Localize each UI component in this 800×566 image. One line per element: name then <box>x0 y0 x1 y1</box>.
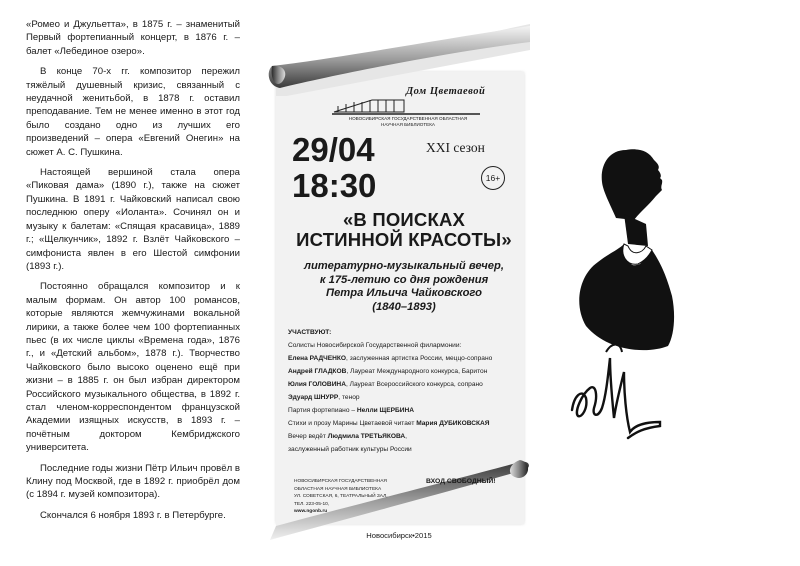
performer-name: Эдуард ШНУРР <box>288 394 339 401</box>
performer-name: Андрей ГЛАДКОВ <box>288 368 347 375</box>
free-entry-label: ВХОД СВОБОДНЫЙ! <box>426 478 496 485</box>
event-title-line: ИСТИННОЙ КРАСОТЫ» <box>296 229 512 250</box>
pianist-name: Нелли ЩЕРБИНА <box>356 407 415 414</box>
venue-info <box>294 478 414 516</box>
bio-paragraph: «Ромео и Джульетта», в 1875 г. – знаменитый Первый фортепианный концерт, в 1876 г. – балет «Лебединое озеро». <box>26 19 240 57</box>
logo-subtitle: НОВОСИБИРСКАЯ ГОСУДАРСТВЕННАЯ ОБЛАСТНАЯ НАУЧНАЯ БИБЛИОТЕКА <box>348 116 468 127</box>
bio-paragraph: Последние годы жизни Пётр Ильич провёл в Клину под Москвой, где в 1892 г. приобрёл дом (с 1894 г. музей композитора). <box>26 462 240 501</box>
venue-line: НОВОСИБИРСКАЯ ГОСУДАРСТВЕННАЯ <box>294 479 387 484</box>
bio-paragraph: Скончался 6 ноября 1893 г. в Петербурге. <box>40 509 226 521</box>
venue-address: УЛ. СОВЕТСКАЯ, 6, ТЕАТРАЛЬНЫЙ ЗАЛ, <box>294 494 388 500</box>
performer-name: Юлия ГОЛОВИНА <box>288 381 346 388</box>
event-title-line: «В ПОИСКАХ <box>342 209 466 230</box>
subtitle-line: Петра Ильича Чайковского <box>326 287 482 299</box>
performer-row <box>288 365 523 378</box>
pianist-label: Партия фортепиано – <box>288 407 357 414</box>
reader-label: Стихи и прозу Марины Цветаевой читает <box>288 420 417 427</box>
subtitle-line: литературно-музыкальный вечер, <box>304 260 504 272</box>
performer-desc: , тенор <box>338 394 360 401</box>
performer-name: Елена РАДЧЕНКО <box>288 355 347 362</box>
season-label: XXI сезон <box>426 140 485 155</box>
pianist-row <box>288 404 523 417</box>
performer-desc: , Лауреат Международного конкурса, Баритон <box>346 368 488 375</box>
performer-desc: , Лауреат Всероссийского конкурса, сопрано <box>345 381 483 388</box>
performers-heading: УЧАСТВУЮТ: <box>288 329 332 336</box>
poster-panel <box>268 20 530 540</box>
logo-name: Дом Цветаевой <box>406 86 486 97</box>
bio-paragraph: Постоянно обращался композитор и к малым формам. Он автор 100 романсов, которые являются жемчужинами вокальной лирики, а также более чем 100 фортепианных пьес (в их числе циклы «Времена года», 1876 г., и «Детский альбом», 1878 г.). Творчество Чайковского было высоко оценено ещё при жизни – в 1885 г. он был избран директором Российского музыкального общества, в 1892 г. стал членом-корреспондентом французской Академии изящных искусств, в 1893 г. – почётным доктором Кембриджского университета. <box>26 281 240 454</box>
age-rating-badge: 16+ <box>481 166 505 190</box>
venue-website-link[interactable]: www.ngonb.ru <box>294 509 328 515</box>
venue-line: ОБЛАСТНАЯ НАУЧНАЯ БИБЛИОТЕКА <box>294 486 382 492</box>
event-subtitle <box>290 260 518 314</box>
event-date-time <box>292 132 376 204</box>
bio-paragraph: Настоящей вершиной стала опера «Пиковая дама» (1890 г.), также на сюжет Пушкина. В 1891 г. Чайковский написал свою последнюю оперу «Иоланта». Сочинял он и музыку к балетам: «Спящая красавица», 1889 г.; «Щелкунчик», 1892 г. Взлёт Чайковского – симфониста явлен в его Шестой симфонии (1893 г.). <box>26 167 240 272</box>
venue-phone: ТЕЛ. 223-05-10, <box>294 501 330 507</box>
host-title: заслуженный работник культуры России <box>288 446 412 453</box>
performer-row <box>288 352 523 365</box>
event-time: 18:30 <box>292 167 377 204</box>
performer-row <box>288 378 523 391</box>
subtitle-line: к 175-летию со дня рождения <box>319 273 489 286</box>
host-name: Людмила ТРЕТЬЯКОВА <box>327 433 406 440</box>
host-desc: , <box>405 433 408 440</box>
event-date: 29/04 <box>292 131 375 168</box>
bio-paragraph: В конце 70-х гг. композитор пережил тяжёлый душевный кризис, связанный с неудачной женитьбой, в 1878 г. оставил преподавание. Тем не менее именно в этот год было создано одно из лучших его произведений – опера «Евгений Онегин» на сюжет А. С. Пушкина. <box>26 66 240 158</box>
reader-row <box>288 417 523 430</box>
performers-intro: Солисты Новосибирской Государственной филармонии: <box>288 342 462 349</box>
subtitle-line: (1840–1893) <box>372 300 436 313</box>
biography-column <box>26 18 240 529</box>
tsvetaeva-silhouette-image <box>568 126 676 462</box>
host-row <box>288 430 523 443</box>
performer-row <box>288 391 523 404</box>
reader-name: Мария ДУБИКОВСКАЯ <box>416 420 490 427</box>
host-label: Вечер ведёт <box>288 433 328 440</box>
event-title <box>290 210 518 250</box>
city-year: Новосибирск•2015 <box>366 531 432 540</box>
performers-list <box>288 326 523 456</box>
performer-desc: , заслуженная артистка России, меццо-сопрано <box>346 355 493 362</box>
